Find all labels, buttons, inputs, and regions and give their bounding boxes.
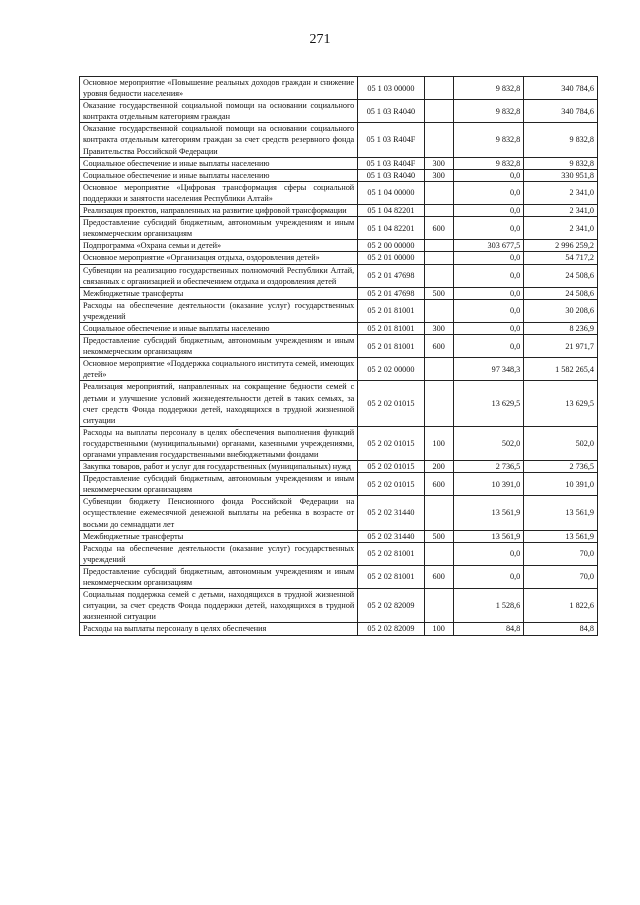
row-amount-1-cell: 84,8 <box>453 623 524 635</box>
row-amount-2-cell: 8 236,9 <box>524 322 598 334</box>
row-expense-type-cell <box>424 240 453 252</box>
row-code-cell: 05 2 01 81001 <box>358 299 424 322</box>
row-expense-type-cell: 500 <box>424 287 453 299</box>
row-code-cell: 05 1 03 00000 <box>358 77 424 100</box>
row-amount-2-cell: 70,0 <box>524 542 598 565</box>
table-row <box>80 542 598 565</box>
row-amount-2-cell: 2 996 259,2 <box>524 240 598 252</box>
row-amount-1-cell: 1 528,6 <box>453 589 524 623</box>
table-row <box>80 217 598 240</box>
row-amount-1-cell: 0,0 <box>453 264 524 287</box>
row-name-cell: Основное мероприятие «Организация отдыха, оздоровления детей» <box>80 252 358 264</box>
row-expense-type-cell <box>424 542 453 565</box>
row-amount-2-cell: 24 508,6 <box>524 287 598 299</box>
row-amount-1-cell: 97 348,3 <box>453 358 524 381</box>
row-expense-type-cell <box>424 358 453 381</box>
row-name-cell: Социальное обеспечение и иные выплаты населению <box>80 169 358 181</box>
row-amount-2-cell: 9 832,8 <box>524 123 598 157</box>
row-expense-type-cell: 600 <box>424 473 453 496</box>
row-code-cell: 05 2 02 31440 <box>358 496 424 530</box>
row-code-cell: 05 1 03 R404F <box>358 157 424 169</box>
row-name-cell: Субвенции бюджету Пенсионного фонда Российской Федерации на осуществление ежемесячной денежной выплаты на ребенка в возрасте от восьми до семнадцати лет <box>80 496 358 530</box>
row-amount-1-cell: 13 561,9 <box>453 496 524 530</box>
table-row <box>80 461 598 473</box>
table-row <box>80 287 598 299</box>
row-name-cell: Расходы на обеспечение деятельности (оказание услуг) государственных учреждений <box>80 299 358 322</box>
row-expense-type-cell: 500 <box>424 530 453 542</box>
row-expense-type-cell: 600 <box>424 565 453 588</box>
row-name-cell: Межбюджетные трансферты <box>80 530 358 542</box>
row-amount-2-cell: 54 717,2 <box>524 252 598 264</box>
row-name-cell: Социальная поддержка семей с детьми, находящихся в трудной жизненной ситуации, за счет средств Фонда поддержки детей, находящихся в трудной жизненной ситуации <box>80 589 358 623</box>
row-expense-type-cell: 600 <box>424 335 453 358</box>
row-name-cell: Предоставление субсидий бюджетным, автономным учреждениям и иным некоммерческим организациям <box>80 473 358 496</box>
table-row <box>80 181 598 204</box>
row-expense-type-cell: 300 <box>424 169 453 181</box>
table-row <box>80 240 598 252</box>
row-amount-2-cell: 502,0 <box>524 426 598 460</box>
row-name-cell: Реализация проектов, направленных на развитие цифровой трансформации <box>80 205 358 217</box>
row-amount-1-cell: 0,0 <box>453 335 524 358</box>
row-name-cell: Подпрограмма «Охрана семьи и детей» <box>80 240 358 252</box>
row-code-cell: 05 1 03 R404F <box>358 123 424 157</box>
row-code-cell: 05 2 02 01015 <box>358 426 424 460</box>
table-row <box>80 299 598 322</box>
row-expense-type-cell <box>424 264 453 287</box>
row-code-cell: 05 2 02 81001 <box>358 542 424 565</box>
row-amount-2-cell: 21 971,7 <box>524 335 598 358</box>
row-code-cell: 05 2 02 31440 <box>358 530 424 542</box>
row-amount-2-cell: 13 561,9 <box>524 530 598 542</box>
table-row <box>80 264 598 287</box>
row-code-cell: 05 2 01 00000 <box>358 252 424 264</box>
row-amount-2-cell: 1 582 265,4 <box>524 358 598 381</box>
table-row <box>80 473 598 496</box>
row-name-cell: Субвенции на реализацию государственных полномочий Республики Алтай, связанных с организацией и обеспечением отдыха и оздоровления детей <box>80 264 358 287</box>
row-amount-2-cell: 13 561,9 <box>524 496 598 530</box>
row-amount-2-cell: 2 736,5 <box>524 461 598 473</box>
row-amount-1-cell: 502,0 <box>453 426 524 460</box>
row-amount-1-cell: 9 832,8 <box>453 100 524 123</box>
table-row <box>80 589 598 623</box>
row-code-cell: 05 2 02 00000 <box>358 358 424 381</box>
row-expense-type-cell <box>424 589 453 623</box>
row-name-cell: Расходы на обеспечение деятельности (оказание услуг) государственных учреждений <box>80 542 358 565</box>
row-amount-2-cell: 340 784,6 <box>524 77 598 100</box>
row-code-cell: 05 2 00 00000 <box>358 240 424 252</box>
row-amount-1-cell: 13 561,9 <box>453 530 524 542</box>
row-code-cell: 05 2 02 82009 <box>358 589 424 623</box>
table-row <box>80 157 598 169</box>
row-amount-2-cell: 30 208,6 <box>524 299 598 322</box>
table-row <box>80 322 598 334</box>
row-name-cell: Реализация мероприятий, направленных на сокращение бедности семей с детьми и улучшение условий жизнедеятельности детей в таких семьях, за счет средств Фонда поддержки детей, находящихся в трудной жизненной ситуации <box>80 381 358 426</box>
row-expense-type-cell <box>424 299 453 322</box>
row-code-cell: 05 2 01 47698 <box>358 287 424 299</box>
table-row <box>80 100 598 123</box>
row-code-cell: 05 1 03 R4040 <box>358 100 424 123</box>
row-expense-type-cell: 300 <box>424 157 453 169</box>
table-row <box>80 252 598 264</box>
table-row <box>80 565 598 588</box>
table-row <box>80 426 598 460</box>
row-amount-1-cell: 9 832,8 <box>453 77 524 100</box>
row-amount-1-cell: 2 736,5 <box>453 461 524 473</box>
row-amount-1-cell: 0,0 <box>453 169 524 181</box>
row-code-cell: 05 1 04 82201 <box>358 217 424 240</box>
row-name-cell: Основное мероприятие «Поддержка социального института семей, имеющих детей» <box>80 358 358 381</box>
row-expense-type-cell <box>424 100 453 123</box>
table-row <box>80 358 598 381</box>
row-amount-1-cell: 10 391,0 <box>453 473 524 496</box>
row-code-cell: 05 2 02 82009 <box>358 623 424 635</box>
row-expense-type-cell: 600 <box>424 217 453 240</box>
row-name-cell: Закупка товаров, работ и услуг для государственных (муниципальных) нужд <box>80 461 358 473</box>
row-amount-1-cell: 9 832,8 <box>453 157 524 169</box>
table-row <box>80 381 598 426</box>
row-amount-2-cell: 9 832,8 <box>524 157 598 169</box>
row-name-cell: Социальное обеспечение и иные выплаты населению <box>80 322 358 334</box>
row-amount-2-cell: 84,8 <box>524 623 598 635</box>
row-expense-type-cell: 100 <box>424 426 453 460</box>
row-name-cell: Предоставление субсидий бюджетным, автономным учреждениям и иным некоммерческим организациям <box>80 335 358 358</box>
row-amount-2-cell: 2 341,0 <box>524 205 598 217</box>
row-amount-1-cell: 303 677,5 <box>453 240 524 252</box>
row-name-cell: Оказание государственной социальной помощи на основании социального контракта отдельным категориям граждан <box>80 100 358 123</box>
row-expense-type-cell <box>424 123 453 157</box>
row-amount-1-cell: 0,0 <box>453 299 524 322</box>
row-amount-2-cell: 330 951,8 <box>524 169 598 181</box>
row-code-cell: 05 1 04 00000 <box>358 181 424 204</box>
table-row <box>80 496 598 530</box>
row-amount-1-cell: 0,0 <box>453 252 524 264</box>
table-row <box>80 623 598 635</box>
row-amount-1-cell: 0,0 <box>453 205 524 217</box>
row-amount-1-cell: 0,0 <box>453 322 524 334</box>
row-expense-type-cell <box>424 205 453 217</box>
table-row <box>80 77 598 100</box>
row-code-cell: 05 2 01 81001 <box>358 322 424 334</box>
row-amount-1-cell: 0,0 <box>453 181 524 204</box>
row-amount-1-cell: 9 832,8 <box>453 123 524 157</box>
table-row <box>80 169 598 181</box>
row-code-cell: 05 2 02 01015 <box>358 381 424 426</box>
table-row <box>80 123 598 157</box>
row-amount-1-cell: 0,0 <box>453 542 524 565</box>
row-name-cell: Основное мероприятие «Повышение реальных доходов граждан и снижение уровня бедности населения» <box>80 77 358 100</box>
row-amount-1-cell: 0,0 <box>453 217 524 240</box>
row-amount-2-cell: 10 391,0 <box>524 473 598 496</box>
row-amount-1-cell: 0,0 <box>453 287 524 299</box>
row-amount-2-cell: 1 822,6 <box>524 589 598 623</box>
row-code-cell: 05 1 04 82201 <box>358 205 424 217</box>
row-name-cell: Предоставление субсидий бюджетным, автономным учреждениям и иным некоммерческим организациям <box>80 565 358 588</box>
row-expense-type-cell <box>424 252 453 264</box>
row-name-cell: Расходы на выплаты персоналу в целях обеспечения выполнения функций государственными (муниципальными) органами, казенными учреждениями, органами управления государственными внебюджетными фондами <box>80 426 358 460</box>
row-code-cell: 05 1 03 R4040 <box>358 169 424 181</box>
row-expense-type-cell <box>424 181 453 204</box>
row-name-cell: Оказание государственной социальной помощи на основании социального контракта отдельным категориям граждан за счет средств резервного фонда Правительства Российской Федерации <box>80 123 358 157</box>
row-amount-1-cell: 0,0 <box>453 565 524 588</box>
row-amount-1-cell: 13 629,5 <box>453 381 524 426</box>
page-number: 271 <box>309 32 331 47</box>
row-code-cell: 05 2 02 01015 <box>358 473 424 496</box>
row-code-cell: 05 2 01 47698 <box>358 264 424 287</box>
row-expense-type-cell: 200 <box>424 461 453 473</box>
row-code-cell: 05 2 01 81001 <box>358 335 424 358</box>
row-code-cell: 05 2 02 81001 <box>358 565 424 588</box>
row-name-cell: Социальное обеспечение и иные выплаты населению <box>80 157 358 169</box>
row-amount-2-cell: 70,0 <box>524 565 598 588</box>
row-name-cell: Расходы на выплаты персоналу в целях обеспечения <box>80 623 358 635</box>
row-expense-type-cell: 100 <box>424 623 453 635</box>
budget-table-body <box>80 77 598 636</box>
table-row <box>80 335 598 358</box>
table-row <box>80 530 598 542</box>
row-expense-type-cell: 300 <box>424 322 453 334</box>
budget-table <box>79 76 598 636</box>
row-amount-2-cell: 340 784,6 <box>524 100 598 123</box>
row-name-cell: Межбюджетные трансферты <box>80 287 358 299</box>
row-amount-2-cell: 24 508,6 <box>524 264 598 287</box>
row-amount-2-cell: 2 341,0 <box>524 181 598 204</box>
row-name-cell: Основное мероприятие «Цифровая трансформация сферы социальной поддержки и занятости населения Республики Алтай» <box>80 181 358 204</box>
row-name-cell: Предоставление субсидий бюджетным, автономным учреждениям и иным некоммерческим организациям <box>80 217 358 240</box>
row-amount-2-cell: 2 341,0 <box>524 217 598 240</box>
table-row <box>80 205 598 217</box>
row-expense-type-cell <box>424 381 453 426</box>
row-code-cell: 05 2 02 01015 <box>358 461 424 473</box>
row-expense-type-cell <box>424 77 453 100</box>
row-amount-2-cell: 13 629,5 <box>524 381 598 426</box>
row-expense-type-cell <box>424 496 453 530</box>
